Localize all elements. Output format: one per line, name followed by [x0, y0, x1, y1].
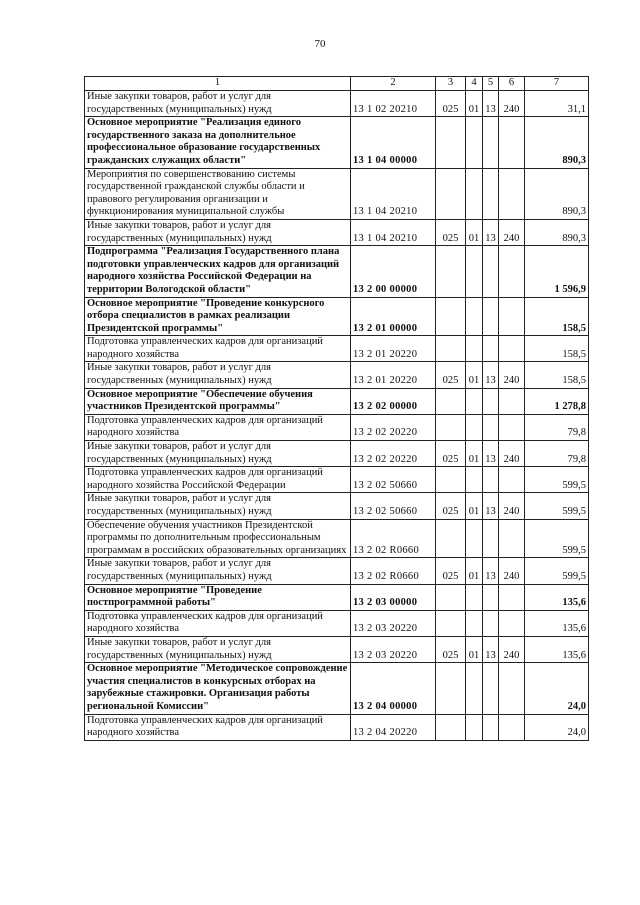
- row-c5-cell: 13: [483, 219, 499, 245]
- row-c3-cell: [436, 297, 466, 336]
- row-code-cell: 13 2 02 20220: [351, 441, 436, 467]
- table-row: [85, 558, 589, 584]
- row-name-cell: Иные закупки товаров, работ и услуг для государственных (муниципальных) нужд: [85, 558, 351, 584]
- row-code-cell: 13 1 04 20210: [351, 219, 436, 245]
- row-value-cell: 599,5: [525, 558, 589, 584]
- row-c4-cell: 01: [466, 219, 483, 245]
- row-c3-cell: 025: [436, 493, 466, 519]
- row-code-cell: 13 2 01 00000: [351, 297, 436, 336]
- row-c6-cell: [499, 663, 525, 714]
- row-c4-cell: 01: [466, 441, 483, 467]
- row-c5-cell: [483, 388, 499, 414]
- row-code-cell: 13 2 02 20220: [351, 414, 436, 440]
- row-code-cell: 13 2 02 R0660: [351, 558, 436, 584]
- row-name-cell: Основное мероприятие "Проведение постпрограммной работы": [85, 584, 351, 610]
- header-cell: 5: [483, 77, 499, 91]
- row-code-cell: 13 2 00 00000: [351, 246, 436, 297]
- row-value-cell: 135,6: [525, 610, 589, 636]
- row-c5-cell: [483, 414, 499, 440]
- row-c6-cell: [499, 117, 525, 168]
- row-value-cell: 24,0: [525, 663, 589, 714]
- row-code-cell: 13 2 02 50660: [351, 467, 436, 493]
- row-name-cell: Мероприятия по совершенствованию системы государственной гражданской службы области и правового регулирования организации и функционирования муниципальной службы: [85, 168, 351, 219]
- row-name-cell: Подготовка управленческих кадров для организаций народного хозяйства: [85, 610, 351, 636]
- table-body: [85, 91, 589, 741]
- row-c3-cell: [436, 663, 466, 714]
- row-value-cell: 890,3: [525, 117, 589, 168]
- table-row: [85, 636, 589, 662]
- table-row: [85, 246, 589, 297]
- row-c5-cell: [483, 714, 499, 740]
- row-code-cell: 13 1 02 20210: [351, 91, 436, 117]
- row-value-cell: 31,1: [525, 91, 589, 117]
- row-value-cell: 599,5: [525, 493, 589, 519]
- row-c3-cell: [436, 117, 466, 168]
- row-code-cell: 13 1 04 00000: [351, 117, 436, 168]
- row-c5-cell: [483, 168, 499, 219]
- header-cell: 4: [466, 77, 483, 91]
- row-name-cell: Иные закупки товаров, работ и услуг для государственных (муниципальных) нужд: [85, 219, 351, 245]
- row-c6-cell: [499, 297, 525, 336]
- row-name-cell: Основное мероприятие "Реализация единого государственного заказа на дополнительное профессиональное образование государственных гражданских служащих области": [85, 117, 351, 168]
- table-row: [85, 663, 589, 714]
- row-c4-cell: 01: [466, 91, 483, 117]
- row-c3-cell: [436, 467, 466, 493]
- row-c6-cell: [499, 168, 525, 219]
- row-c5-cell: 13: [483, 558, 499, 584]
- row-code-cell: 13 2 03 20220: [351, 610, 436, 636]
- row-c6-cell: 240: [499, 362, 525, 388]
- row-c5-cell: 13: [483, 91, 499, 117]
- row-c4-cell: [466, 610, 483, 636]
- row-c4-cell: [466, 519, 483, 558]
- row-c4-cell: [466, 714, 483, 740]
- row-c4-cell: [466, 336, 483, 362]
- table-row: [85, 168, 589, 219]
- row-value-cell: 599,5: [525, 519, 589, 558]
- row-value-cell: 890,3: [525, 168, 589, 219]
- row-c5-cell: [483, 663, 499, 714]
- row-code-cell: 13 1 04 20210: [351, 168, 436, 219]
- row-c5-cell: 13: [483, 493, 499, 519]
- table-row: [85, 117, 589, 168]
- row-c4-cell: [466, 663, 483, 714]
- table-row: [85, 441, 589, 467]
- row-c6-cell: 240: [499, 441, 525, 467]
- page-number: 70: [314, 38, 326, 50]
- row-code-cell: 13 2 02 R0660: [351, 519, 436, 558]
- row-c4-cell: [466, 168, 483, 219]
- row-c6-cell: 240: [499, 558, 525, 584]
- row-c6-cell: [499, 584, 525, 610]
- row-c4-cell: 01: [466, 558, 483, 584]
- row-c3-cell: [436, 414, 466, 440]
- row-value-cell: 135,6: [525, 636, 589, 662]
- row-c5-cell: [483, 117, 499, 168]
- row-name-cell: Подготовка управленческих кадров для организаций народного хозяйства: [85, 414, 351, 440]
- row-c6-cell: [499, 714, 525, 740]
- row-c5-cell: [483, 610, 499, 636]
- row-code-cell: 13 2 02 50660: [351, 493, 436, 519]
- row-c4-cell: [466, 117, 483, 168]
- row-value-cell: 158,5: [525, 297, 589, 336]
- row-c3-cell: [436, 246, 466, 297]
- row-c4-cell: 01: [466, 636, 483, 662]
- row-c3-cell: 025: [436, 636, 466, 662]
- table-row: [85, 519, 589, 558]
- table-row: [85, 610, 589, 636]
- row-c4-cell: [466, 467, 483, 493]
- row-c3-cell: [436, 610, 466, 636]
- row-c6-cell: [499, 388, 525, 414]
- row-c4-cell: 01: [466, 493, 483, 519]
- table-row: [85, 388, 589, 414]
- row-name-cell: Подготовка управленческих кадров для организаций народного хозяйства: [85, 336, 351, 362]
- row-code-cell: 13 2 03 20220: [351, 636, 436, 662]
- row-c5-cell: 13: [483, 441, 499, 467]
- row-code-cell: 13 2 04 20220: [351, 714, 436, 740]
- row-c4-cell: [466, 388, 483, 414]
- row-code-cell: 13 2 01 20220: [351, 362, 436, 388]
- row-c6-cell: [499, 246, 525, 297]
- row-name-cell: Основное мероприятие "Методическое сопровождение участия специалистов в конкурсных отборах на зарубежные стажировки. Организация работы региональной Комиссии": [85, 663, 351, 714]
- row-value-cell: 890,3: [525, 219, 589, 245]
- row-c4-cell: [466, 297, 483, 336]
- row-c5-cell: 13: [483, 636, 499, 662]
- row-c3-cell: 025: [436, 362, 466, 388]
- row-value-cell: 24,0: [525, 714, 589, 740]
- row-value-cell: 79,8: [525, 414, 589, 440]
- row-name-cell: Иные закупки товаров, работ и услуг для государственных (муниципальных) нужд: [85, 91, 351, 117]
- row-name-cell: Иные закупки товаров, работ и услуг для государственных (муниципальных) нужд: [85, 362, 351, 388]
- row-c3-cell: [436, 336, 466, 362]
- row-code-cell: 13 2 03 00000: [351, 584, 436, 610]
- row-c5-cell: [483, 467, 499, 493]
- table-row: [85, 584, 589, 610]
- row-c5-cell: [483, 519, 499, 558]
- row-c5-cell: [483, 246, 499, 297]
- table-row: [85, 467, 589, 493]
- table-row: [85, 493, 589, 519]
- row-c6-cell: [499, 519, 525, 558]
- row-c6-cell: [499, 414, 525, 440]
- row-value-cell: 599,5: [525, 467, 589, 493]
- row-c6-cell: 240: [499, 219, 525, 245]
- row-name-cell: Иные закупки товаров, работ и услуг для государственных (муниципальных) нужд: [85, 636, 351, 662]
- row-name-cell: Иные закупки товаров, работ и услуг для государственных (муниципальных) нужд: [85, 493, 351, 519]
- row-value-cell: 158,5: [525, 362, 589, 388]
- row-name-cell: Основное мероприятие "Обеспечение обучения участников Президентской программы": [85, 388, 351, 414]
- budget-table: [84, 76, 589, 741]
- row-c5-cell: [483, 584, 499, 610]
- table-row: [85, 91, 589, 117]
- row-c6-cell: [499, 467, 525, 493]
- row-c6-cell: [499, 610, 525, 636]
- row-name-cell: Подготовка управленческих кадров для организаций народного хозяйства Российской Федерации: [85, 467, 351, 493]
- row-c5-cell: 13: [483, 362, 499, 388]
- row-value-cell: 1 278,8: [525, 388, 589, 414]
- row-c6-cell: 240: [499, 636, 525, 662]
- header-cell: 6: [499, 77, 525, 91]
- header-cell: 3: [436, 77, 466, 91]
- row-c6-cell: 240: [499, 493, 525, 519]
- row-c3-cell: 025: [436, 219, 466, 245]
- row-c3-cell: 025: [436, 91, 466, 117]
- row-c3-cell: 025: [436, 558, 466, 584]
- table-row: [85, 414, 589, 440]
- row-name-cell: Основное мероприятие "Проведение конкурсного отбора специалистов в рамках реализации Президентской программы": [85, 297, 351, 336]
- row-c6-cell: 240: [499, 91, 525, 117]
- row-name-cell: Иные закупки товаров, работ и услуг для государственных (муниципальных) нужд: [85, 441, 351, 467]
- row-code-cell: 13 2 02 00000: [351, 388, 436, 414]
- row-c4-cell: 01: [466, 362, 483, 388]
- row-c3-cell: [436, 519, 466, 558]
- row-c3-cell: [436, 714, 466, 740]
- table-row: [85, 714, 589, 740]
- table-row: [85, 362, 589, 388]
- row-name-cell: Подготовка управленческих кадров для организаций народного хозяйства: [85, 714, 351, 740]
- row-value-cell: 158,5: [525, 336, 589, 362]
- row-c4-cell: [466, 246, 483, 297]
- row-c5-cell: [483, 336, 499, 362]
- row-name-cell: Подпрограмма "Реализация Государственного плана подготовки управленческих кадров для организаций народного хозяйства Российской Федерации на территории Вологодской области": [85, 246, 351, 297]
- row-value-cell: 79,8: [525, 441, 589, 467]
- table-row: [85, 336, 589, 362]
- header-cell: 7: [525, 77, 589, 91]
- row-code-cell: 13 2 01 20220: [351, 336, 436, 362]
- row-c3-cell: 025: [436, 441, 466, 467]
- row-value-cell: 135,6: [525, 584, 589, 610]
- header-cell: 2: [351, 77, 436, 91]
- row-c5-cell: [483, 297, 499, 336]
- row-value-cell: 1 596,9: [525, 246, 589, 297]
- row-c3-cell: [436, 388, 466, 414]
- table-header-row: [85, 77, 589, 91]
- table-row: [85, 297, 589, 336]
- row-c6-cell: [499, 336, 525, 362]
- header-cell: 1: [85, 77, 351, 91]
- row-c4-cell: [466, 584, 483, 610]
- row-c3-cell: [436, 584, 466, 610]
- table-row: [85, 219, 589, 245]
- row-c4-cell: [466, 414, 483, 440]
- row-name-cell: Обеспечение обучения участников Президентской программы по дополнительным профессиональным программам в российских образовательных организациях: [85, 519, 351, 558]
- row-code-cell: 13 2 04 00000: [351, 663, 436, 714]
- row-c3-cell: [436, 168, 466, 219]
